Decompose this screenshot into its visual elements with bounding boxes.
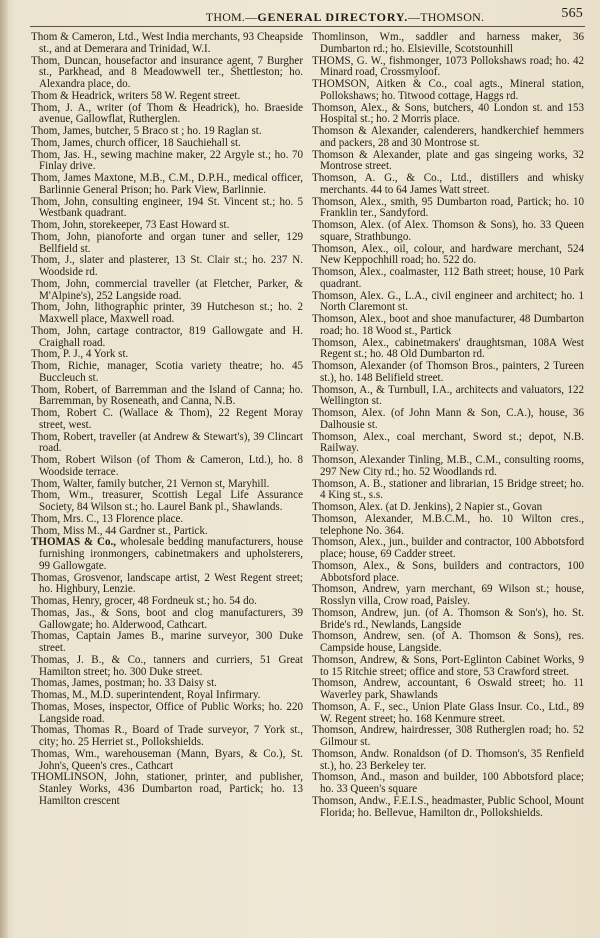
directory-entry: Thomson, Alexander Tinling, M.B., C.M., consulting rooms, 297 New City rd.; ho. 52 Woodlands rd. bbox=[312, 454, 584, 478]
directory-entry: Thom, Robert, of Barremman and the Island of Canna; ho. Barremman, by Roseneath, and Canna, N.B. bbox=[31, 383, 303, 408]
directory-entry: Thomson, Alex., jun., builder and contractor, 100 Abbotsford place; house, 69 Cadder street. bbox=[312, 536, 584, 560]
directory-entry: THOMLINSON, John, stationer, printer, and publisher, Stanley Works, 436 Dumbarton road, Partick; ho. 13 Hamilton crescent bbox=[31, 771, 303, 807]
directory-entry: Thomas, M., M.D. superintendent, Royal Infirmary. bbox=[31, 689, 261, 701]
directory-entry: Thom, John, commercial traveller (at Fletcher, Parker, & M'Alpine's), 252 Langside road. bbox=[31, 277, 303, 302]
directory-entry: Thomas, Captain James B., marine surveyor, 300 Duke street. bbox=[31, 630, 303, 654]
directory-entry: Thomson, Andrew, jun. (of A. Thomson & Son's), ho. St. Bride's rd., Newlands, Langside bbox=[312, 606, 584, 631]
directory-entry: Thomas, Henry, grocer, 48 Fordneuk st.; ho. 54 do. bbox=[31, 595, 257, 607]
directory-entry: Thom, James Maxtone, M.B., C.M., D.P.H., medical officer, Barlinnie General Prison; ho. Park View, Barlinnie. bbox=[31, 172, 303, 196]
directory-entry: Thom, J. A., writer (of Thom & Headrick), ho. Braeside avenue, Gallowflat, Rutherglen. bbox=[31, 101, 303, 126]
directory-entry: Thom, Robert Wilson (of Thom & Cameron, Ltd.), ho. 8 Woodside terrace. bbox=[31, 454, 303, 478]
directory-entry: Thomson, Andrew, hairdresser, 308 Rutherglen road; ho. 52 Gilmour st. bbox=[312, 724, 584, 748]
directory-entry: Thomas, James, postman; ho. 33 Daisy st. bbox=[31, 677, 217, 690]
directory-entry: Thom, P. J., 4 York st. bbox=[31, 348, 129, 361]
header-line: THOM.—GENERAL DIRECTORY.—THOMSON. bbox=[205, 10, 485, 24]
directory-entry: Thom, Wm., treasurer, Scottish Legal Life Assurance Society, 84 Wilson st.; ho. Laurel Bank pl., Shawlands. bbox=[31, 489, 303, 513]
directory-entry: Thom, Jas. H., sewing machine maker, 22 Argyle st.; ho. 70 Finlay drive. bbox=[31, 148, 303, 173]
left-column bbox=[31, 32, 303, 808]
directory-entry: Thom, Duncan, housefactor and insurance agent, 7 Burgher st., Parkhead, and 8 Meadowwell ter., Shettleston; ho. Alexandra place, do. bbox=[31, 54, 303, 90]
directory-entry: Thomson, And., mason and builder, 100 Abbotsford place; ho. 33 Queen's square bbox=[312, 771, 584, 795]
header-title: GENERAL DIRECTORY. bbox=[257, 10, 409, 24]
directory-entry: Thom, Robert C. (Wallace & Thom), 22 Regent Moray street, west. bbox=[31, 407, 303, 431]
directory-entry: Thom, John, pianoforte and organ tuner and seller, 129 Bellfield st. bbox=[31, 230, 303, 255]
directory-entry: Thomas, J. B., & Co., tanners and curriers, 51 Great Hamilton street; ho. 300 Duke street. bbox=[31, 653, 303, 678]
directory-entry: Thomson, A. G., & Co., Ltd., distillers and whisky merchants. 44 to 64 James Watt street. bbox=[312, 172, 584, 196]
directory-entry: Thomson, A., & Turnbull, I.A., architects and valuators, 122 Wellington st. bbox=[312, 383, 584, 408]
directory-entry: Thomson, Alex. (of Alex. Thomson & Sons), ho. 33 Queen square, Strathbungo. bbox=[312, 219, 584, 243]
directory-entry: Thomlinson, Wm., saddler and harness maker, 36 Dumbarton rd.; ho. Elsieville, Scotstounhill bbox=[312, 31, 584, 55]
directory-entry: THOMSON, Aitken & Co., coal agts., Mineral station, Pollokshaws; ho. Titwood cottage, Haggs rd. bbox=[312, 78, 584, 102]
directory-entry: Thomas, Grosvenor, landscape artist, 2 West Regent street; ho. Highbury, Lenzie. bbox=[31, 571, 303, 596]
directory-entry: THOMAS & Co., wholesale bedding manufacturers, house furnishing ironmongers, cabinetmakers and upholsterers, 99 Gallowgate. bbox=[31, 536, 303, 572]
directory-entry: Thomas, Jas., & Sons, boot and clog manufacturers, 39 Gallowgate; ho. Alderwood, Cathcart. bbox=[31, 606, 303, 631]
directory-entry: Thomson, Alex. (of John Mann & Son, C.A.), house, 36 Dalhousie st. bbox=[312, 407, 584, 431]
directory-entry: Thom, John, storekeeper, 73 East Howard st. bbox=[31, 219, 230, 231]
directory-entry: Thomson, Andw., F.E.I.S., headmaster, Public School, Mount Florida; ho. Bellevue, Hamilton dr., Pollokshields. bbox=[312, 794, 584, 819]
directory-entry: Thomas, Moses, inspector, Office of Public Works; ho. 220 Langside road. bbox=[31, 700, 303, 725]
running-header bbox=[40, 5, 585, 25]
directory-entry: Thomson, Andw. Ronaldson (of D. Thomson's, 35 Renfield st.), ho. 23 Berkeley ter. bbox=[312, 747, 584, 772]
directory-entry: Thom, John, cartage contractor, 819 Gallowgate and H. Craighall road. bbox=[31, 324, 303, 349]
directory-entry: Thomson & Alexander, calenderers, handkerchief hemmers and packers, 28 and 30 Montrose st. bbox=[312, 125, 584, 149]
right-column bbox=[312, 32, 584, 819]
directory-entry: Thomson, Alex., boot and shoe manufacturer, 48 Dumbarton road; ho. 18 Wood st., Partick bbox=[312, 313, 584, 337]
directory-entry: Thom, John, lithographic printer, 39 Hutcheson st.; ho. 2 Maxwell place, Maxwell road. bbox=[31, 301, 303, 325]
directory-entry: Thomson, Andrew, yarn merchant, 69 Wilson st.; house, Rosslyn villa, Crow road, Paisley. bbox=[312, 583, 584, 607]
page-gutter bbox=[0, 0, 8, 938]
directory-entry: Thom, J., slater and plasterer, 13 St. Clair st.; ho. 237 N. Woodside rd. bbox=[31, 254, 303, 278]
directory-entry: Thomas, Wm., warehouseman (Mann, Byars, & Co.), St. John's, Queen's cres., Cathcart bbox=[31, 747, 303, 772]
header-right-word: THOMSON. bbox=[420, 10, 485, 24]
directory-entry: Thomson, Alex., & Sons, builders and contractors, 100 Abbotsford place. bbox=[312, 559, 584, 584]
directory-entry: Thom, Robert, traveller (at Andrew & Stewart's), 39 Clincart road. bbox=[31, 430, 303, 455]
entry-heading: THOMAS & Co., bbox=[31, 536, 117, 549]
directory-entry: THOMS, G. W., fishmonger, 1073 Pollokshaws road; ho. 42 Minard road, Crossmyloof. bbox=[312, 54, 584, 79]
directory-entry: Thomson, Alex. G., L.A., civil engineer and architect; ho. 1 North Claremont st. bbox=[312, 289, 584, 314]
directory-entry: Thomson, Alex., coal merchant, Sword st.; depot, N.B. Railway. bbox=[312, 430, 584, 455]
directory-entry: Thom & Headrick, writers 58 W. Regent street. bbox=[31, 89, 241, 102]
directory-entry: Thomson, A. B., stationer and librarian, 15 Bridge street; ho. 4 King st., s.s. bbox=[312, 477, 584, 502]
directory-entry: Thomson, Alex., oil, colour, and hardware merchant, 524 New Keppochhill road; ho. 522 do. bbox=[312, 242, 584, 267]
directory-entry: Thomson, Andrew, sen. (of A. Thomson & Sons), res. Campside house, Langside. bbox=[312, 630, 584, 654]
directory-entry: Thomas, Thomas R., Board of Trade surveyor, 7 York st., city; ho. 25 Herriet st., Pollokshields. bbox=[31, 724, 303, 748]
header-rule bbox=[30, 26, 585, 27]
directory-entry: Thom, Miss M., 44 Gardner st., Partick. bbox=[31, 524, 208, 537]
header-left-word: THOM. bbox=[205, 10, 246, 24]
directory-entry: Thom, John, consulting engineer, 194 St. Vincent st.; ho. 5 Westbank quadrant. bbox=[31, 195, 303, 220]
directory-entry: Thomson, Alexander (of Thomson Bros., painters, 2 Tureen st.), ho. 148 Belifield street. bbox=[312, 360, 584, 384]
directory-entry: Thom, Mrs. C., 13 Florence place. bbox=[31, 512, 184, 525]
directory-entry: Thomson, Alex., cabinetmakers' draughtsman, 108A West Regent st.; ho. 48 Old Dumbarton rd. bbox=[312, 336, 584, 361]
directory-entry: Thom & Cameron, Ltd., West India merchants, 93 Cheapside st., and at Demerara and Trinidad, W.I. bbox=[31, 31, 303, 55]
directory-entry: Thom, James, church officer, 18 Sauchiehall st. bbox=[31, 136, 241, 149]
directory-entry: Thomson, Alex., & Sons, butchers, 40 London st. and 153 Hospital st.; ho. 2 Morris place. bbox=[312, 101, 584, 126]
directory-entry: Thomson, Alex., smith, 95 Dumbarton road, Partick; ho. 10 Franklin ter., Sandyford. bbox=[312, 195, 584, 220]
directory-entry: Thom, Richie, manager, Scotia variety theatre; ho. 45 Buccleuch st. bbox=[31, 360, 303, 384]
directory-entry: Thom, James, butcher, 5 Braco st ; ho. 19 Raglan st. bbox=[31, 125, 262, 137]
directory-entry: Thomson, Alex., coalmaster, 112 Bath street; house, 10 Park quadrant. bbox=[312, 266, 584, 290]
directory-entry: Thom, Walter, family butcher, 21 Vernon st, Maryhill. bbox=[31, 477, 270, 490]
directory-entry: Thomson, Andrew, & Sons, Port-Eglinton Cabinet Works, 9 to 15 Ritchie street; office and store, 53 Crawford street. bbox=[312, 653, 584, 678]
page-number: 565 bbox=[561, 6, 583, 21]
directory-entry: Thomson, Alex. (at D. Jenkins), 2 Napier st., Govan bbox=[312, 501, 543, 513]
directory-entry: Thomson & Alexander, plate and gas singeing works, 32 Montrose street. bbox=[312, 148, 584, 173]
directory-entry: Thomson, A. F., sec., Union Plate Glass Insur. Co., Ltd., 89 W. Regent street; ho. 168 Kenmure street. bbox=[312, 700, 584, 725]
directory-entry: Thomson, Andrew, accountant, 6 Oswald street; ho. 11 Waverley park, Shawlands bbox=[312, 677, 584, 701]
directory-entry: Thomson, Alexander, M.B.C.M., ho. 10 Wilton cres., telephone No. 364. bbox=[312, 512, 584, 537]
